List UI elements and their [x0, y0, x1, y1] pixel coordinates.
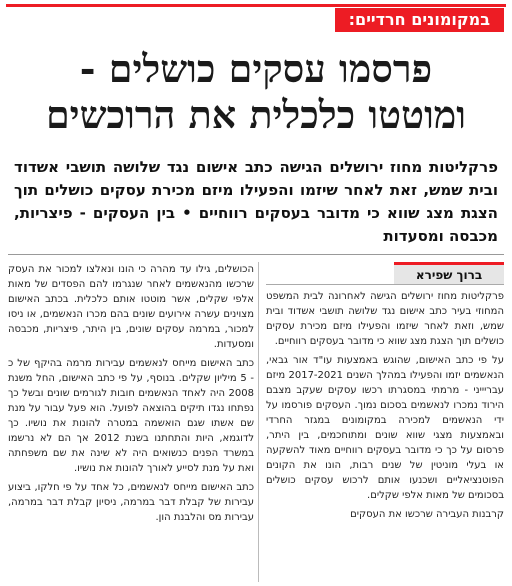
- byline-tab: [394, 262, 504, 284]
- paragraph: פרקליטות מחוז ירושלים הגישה לאחרונה לבית המשפט המחוזי בעיר כתב אישום נגד שלושה תושבי אשדוד ובית שמש, וזאת לאחר שיזמו והפעילו מיזם מכירת עסקים כושלים תוך הצגת מצג שווא כי מדובר בעסקים רווחיים.: [266, 291, 504, 347]
- paragraph: על פי כתב האישום, שהוגש באמצעות עו"ד אור גבאי, הנאשמים יזמו והפעילו במהלך השנים 2017-2021 מיזם עבריייני - מרמתי במסגרתו רכשו עסקים שעקב מצבם הירוד נמכרו לנאשמים בסכום נמוך. העסקים פורסמו על ידי הנאשמים למכירה במקומונים במגזר החרדי ובאמצעות מצגי שווא שונים ומתוחכמים, בין היתר, פרסום על כך כי מדובר בעסקים רווחיים מאוד להשקעה או בעלי מוניטין של שנים רבות, הונו את הקונים הפוטנציאליים ושכנעו אותם לרכוש עסקים כושלים בסכומים של מאות אלפי שקלים.: [266, 355, 504, 501]
- paragraph: כתב האישום מייחס לנאשמים, כל אחד על פי חלקו, ביצוע עבירות של קבלת דבר במרמה, ניסיון קבלת דבר במרמה, עבירות מס והלבנת הון.: [8, 482, 254, 523]
- byline: ברוך שפירא: [415, 267, 483, 282]
- article-column-left: [8, 262, 254, 529]
- headline: [10, 46, 502, 138]
- column-divider: [258, 262, 259, 582]
- section-divider: [8, 254, 504, 255]
- headline-line-1: פרסמו עסקים כושלים -: [79, 46, 433, 91]
- article-column-right: [266, 262, 504, 526]
- kicker-label: במקומונים חרדיים:: [335, 8, 504, 32]
- paragraph: כתב האישום מייחס לנאשמים עבירות מרמה בהיקף של כ - 5 מיליון שקלים. בנוסף, על פי כתב האישום, החל משנת 2008 היה לאחד הנאשמים חובות לגורמים שונים ובשל כך נפתחו נגדו תיקים בהוצאה לפועל. הוא פעל עבור על מנת שם אשתו שגם הואשמה במטרה להונות את נושיו. כך לדוגמא, היות והתחתנו בשנת 2012 אך הם לא נרשמו במשרד הפנים כנשואים היה לא שינה את שם משפחתה ואת על מנת לסייע לאורך להונות את נושיו.: [8, 358, 255, 474]
- kicker-rule: [6, 4, 506, 7]
- paragraph: קרבנות העבירה שרכשו את העסקים: [350, 509, 504, 520]
- subheadline: פרקליטות מחוז ירושלים הגישה כתב אישום נגד שלושה תושבי אשדוד ובית שמש, זאת לאחר שיזמו והפעילו מיזם מכירת עסקים כושלים תוך הצגת מצג שווא כי מדובר בעסקים רווחיים • בין העסקים - פיצריות, מכבסה ומסעדות: [14, 158, 498, 245]
- byline-box: [266, 262, 504, 285]
- paragraph: הכושלים, גילו עד מהרה כי הונו ונאלצו למכור את העסק שרכשו מהנאשמים לאחר שנגרמו להם הפסדים של מאות אלפי שקלים, אשר מוטטו אותם כלכלית. בכתב האישום מצוינים עשרה אירועים שונים בהם מכרו הנאשמים, או ניסו למכור, במרמה עסקים שונים, בין היתר, פיצריות, מכבסה ומסעדות.: [8, 264, 254, 350]
- headline-line-2: ומוטטו כלכלית את הרוכשים: [45, 92, 467, 137]
